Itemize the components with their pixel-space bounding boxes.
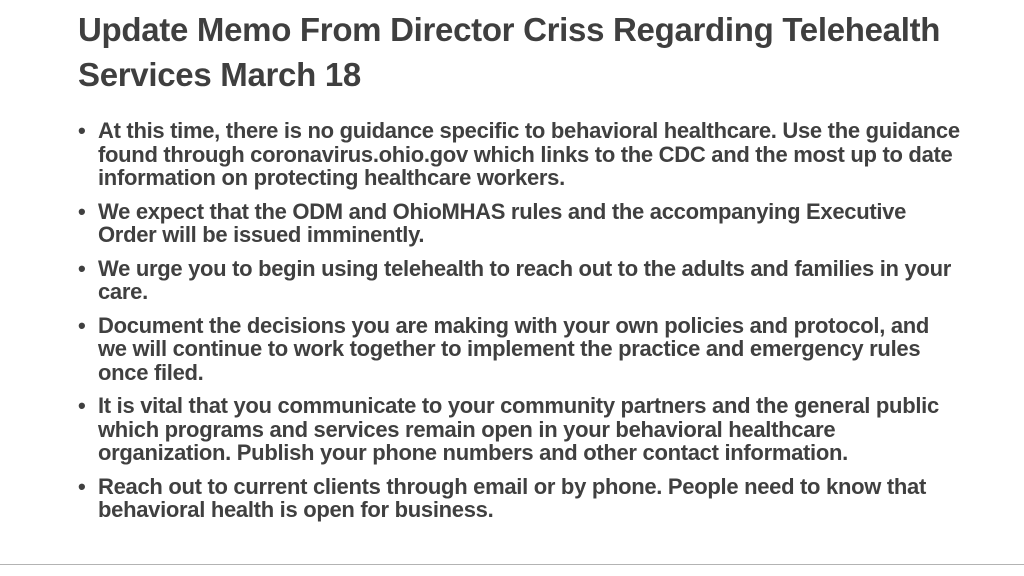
bullet-text: We urge you to begin using telehealth to reach out to the adults and families in your care.: [98, 255, 951, 305]
bullet-dot-icon: •: [78, 312, 86, 338]
bullet-item: [78, 475, 962, 522]
bullet-dot-icon: •: [78, 473, 86, 499]
bullet-item: [78, 394, 962, 465]
bullet-dot-icon: •: [78, 118, 86, 143]
bullet-list: [78, 119, 962, 532]
bullet-dot-icon: •: [78, 393, 86, 419]
bullet-text: Reach out to current clients through email or by phone. People need to know that behavioral health is open for business.: [98, 473, 926, 523]
bullet-text: It is vital that you communicate to your community partners and the general public which programs and services remain open in your behavioral healthcare organization. Publish your phone numbers and other contact information.: [98, 393, 939, 466]
bullet-item: [78, 200, 962, 247]
bullet-text: We expect that the ODM and OhioMHAS rules and the accompanying Executive Order will be issued imminently.: [98, 198, 907, 248]
bullet-item: [78, 119, 962, 190]
bullet-dot-icon: •: [78, 198, 86, 224]
bullet-text: Document the decisions you are making with your own policies and protocol, and we will continue to work together to implement the practice and emergency rules once filed.: [98, 312, 930, 385]
slide-title: Update Memo From Director Criss Regarding Telehealth Services March 18: [78, 11, 941, 93]
bullet-dot-icon: •: [78, 255, 86, 281]
bullet-item: [78, 314, 962, 385]
footer-divider: [0, 564, 1024, 565]
bullet-item: [78, 257, 962, 304]
bullet-text: At this time, there is no guidance specific to behavioral healthcare. Use the guidance found through coronavirus.ohio.gov which links to the CDC and the most up to date information on protecting healthcare workers.: [98, 118, 960, 191]
